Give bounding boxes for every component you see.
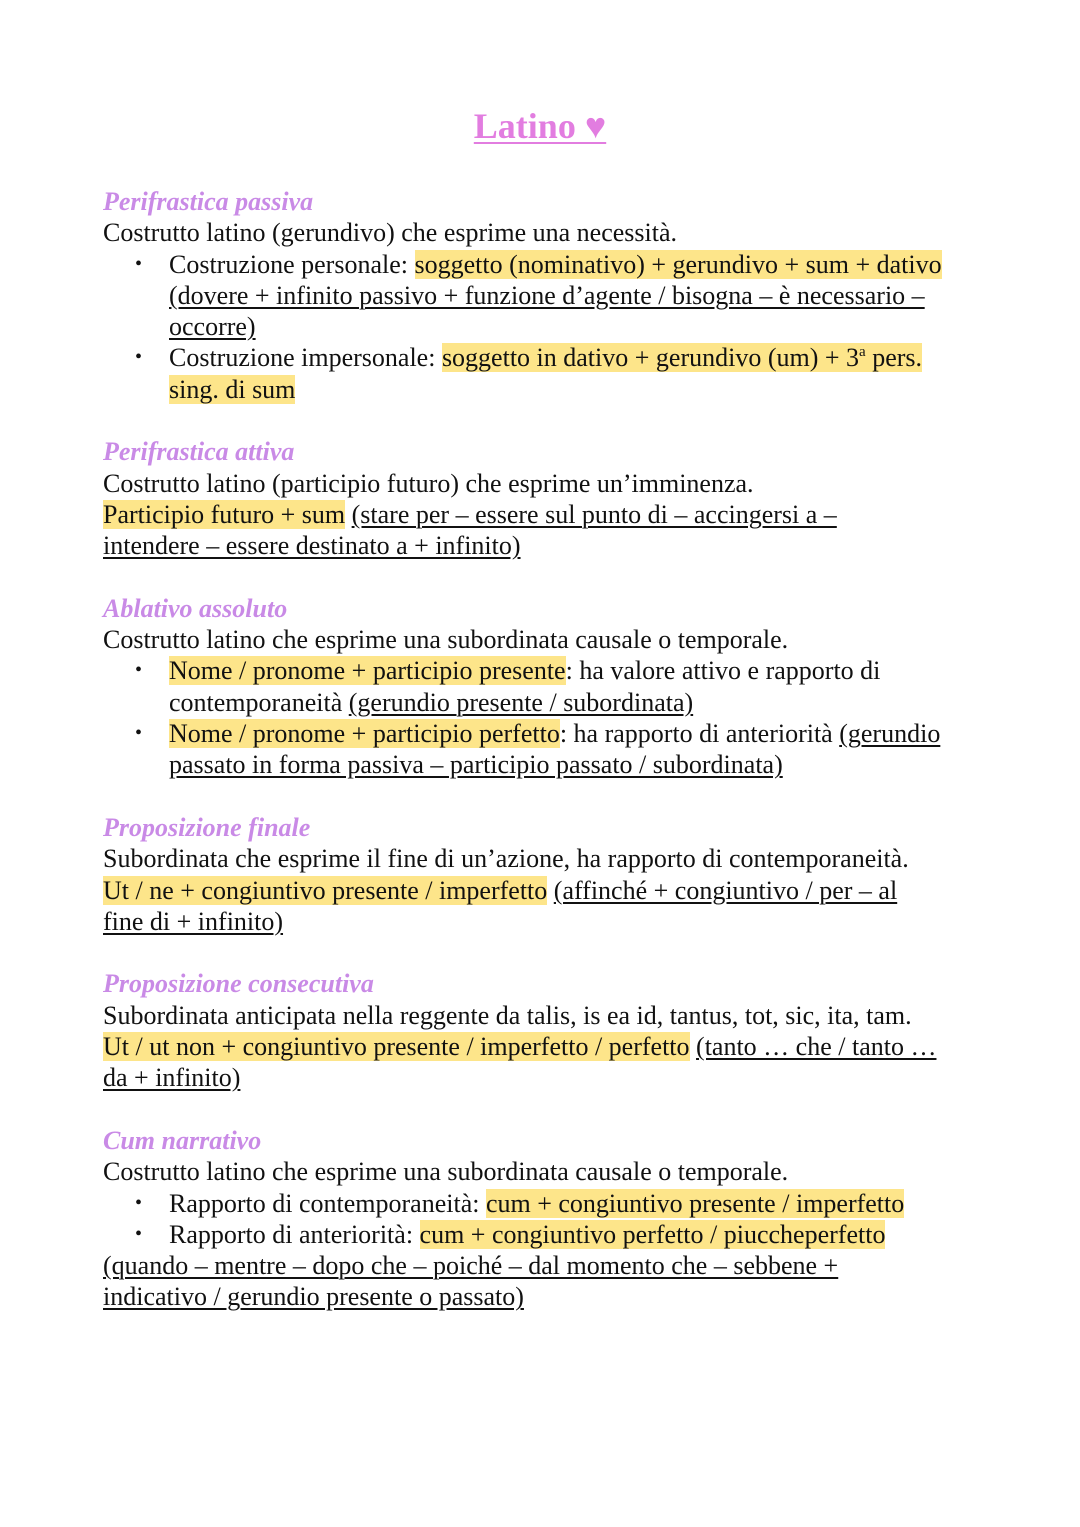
bullet-icon: • <box>135 659 143 682</box>
section-description: Costrutto latino che esprime una subordinata causale o temporale. <box>103 1157 789 1187</box>
superscript: a <box>859 344 866 361</box>
section-heading: Perifrastica attiva <box>103 437 295 467</box>
section-description: Subordinata che esprime il fine di un’azione, ha rapporto di contemporaneità. <box>103 844 909 874</box>
list-item <box>103 718 1003 781</box>
highlighted-rule: Ut / ne + congiuntivo presente / imperfetto <box>103 875 548 905</box>
highlighted-rule: Nome / pronome + participio perfetto <box>169 719 560 749</box>
section-description: Costrutto latino (participio futuro) che esprime un’imminenza. <box>103 468 754 498</box>
bullet-icon: • <box>135 252 143 275</box>
section-proposizione-finale <box>103 812 1003 937</box>
item-label: Rapporto di contemporaneità: <box>169 1188 486 1218</box>
page-title: Latino ♥ <box>473 106 607 146</box>
section-description: Subordinata anticipata nella reggente da talis, is ea id, tantus, tot, sic, ita, tam. <box>103 1000 912 1030</box>
highlighted-rule: Nome / pronome + participio presente <box>169 656 566 686</box>
item-text: : ha valore attivo e rapporto di <box>565 656 881 686</box>
item-text: contemporaneità <box>169 687 349 717</box>
translation-note: (gerundio presente / subordinata) <box>348 687 694 717</box>
list-item <box>103 249 1003 343</box>
translation-note: (quando – mentre – dopo che – poiché – dal momento che – sebbene + <box>103 1251 839 1281</box>
translation-note: (dovere + infinito passivo + funzione d’agente / bisogna – è necessario – <box>169 280 925 310</box>
section-proposizione-consecutiva <box>103 968 1003 1093</box>
section-ablativo-assoluto <box>103 593 1003 781</box>
translation-note: da + infinito) <box>103 1063 241 1093</box>
section-heading: Cum narrativo <box>103 1125 262 1155</box>
section-cum-narrativo <box>103 1125 1003 1313</box>
section-perifrastica-passiva <box>103 186 1003 405</box>
list-item <box>103 1188 1003 1219</box>
section-description: Costrutto latino (gerundivo) che esprime una necessità. <box>103 218 678 248</box>
translation-note: fine di + infinito) <box>103 906 284 936</box>
notes-content <box>103 186 1003 1344</box>
item-label: Costruzione impersonale: <box>169 343 442 373</box>
translation-note: indicativo / gerundio presente o passato) <box>103 1282 524 1312</box>
translation-note: occorre) <box>169 312 256 342</box>
highlighted-rule: Participio futuro + sum <box>103 499 346 529</box>
list-item <box>103 655 1003 718</box>
item-label: Costruzione personale: <box>169 249 415 279</box>
section-heading: Perifrastica passiva <box>103 187 314 216</box>
translation-note: (stare per – essere sul punto di – accingersi a – <box>351 499 837 529</box>
bullet-icon: • <box>135 722 143 745</box>
list-item <box>103 342 1003 405</box>
translation-note: (affinché + congiuntivo / per – al <box>553 875 898 905</box>
list-item <box>103 1219 1003 1250</box>
translation-note: intendere – essere destinato a + infinito) <box>103 531 521 561</box>
item-label: Rapporto di anteriorità: <box>169 1219 420 1249</box>
item-text: : ha rapporto di anteriorità <box>559 719 840 749</box>
highlighted-rule: Ut / ut non + congiuntivo presente / imperfetto / perfetto <box>103 1032 690 1062</box>
highlighted-rule: soggetto (nominativo) + gerundivo + sum + dativo <box>414 249 942 279</box>
highlighted-rule: sing. di sum <box>169 374 296 404</box>
translation-note: (gerundio <box>839 719 941 749</box>
translation-note: passato in forma passiva – participio passato / subordinata) <box>169 750 783 780</box>
section-heading: Proposizione consecutiva <box>103 969 374 999</box>
bullet-icon: • <box>135 1191 143 1214</box>
bullet-icon: • <box>135 1222 143 1245</box>
highlighted-rule: cum + congiuntivo perfetto / piuccheperfetto <box>419 1219 886 1249</box>
highlighted-rule: soggetto in dativo + gerundivo $(um) + 3^a$ pers. <box>441 343 923 373</box>
section-heading: Ablativo assoluto <box>103 593 288 623</box>
section-description: Costrutto latino che esprime una subordinata causale o temporale. <box>103 625 789 655</box>
highlighted-rule: cum + congiuntivo presente / imperfetto <box>485 1188 905 1218</box>
translation-note: (tanto … che / tanto … <box>696 1032 937 1062</box>
section-perifrastica-attiva <box>103 436 1003 561</box>
bullet-icon: • <box>135 346 143 369</box>
section-heading: Proposizione finale <box>103 812 311 842</box>
